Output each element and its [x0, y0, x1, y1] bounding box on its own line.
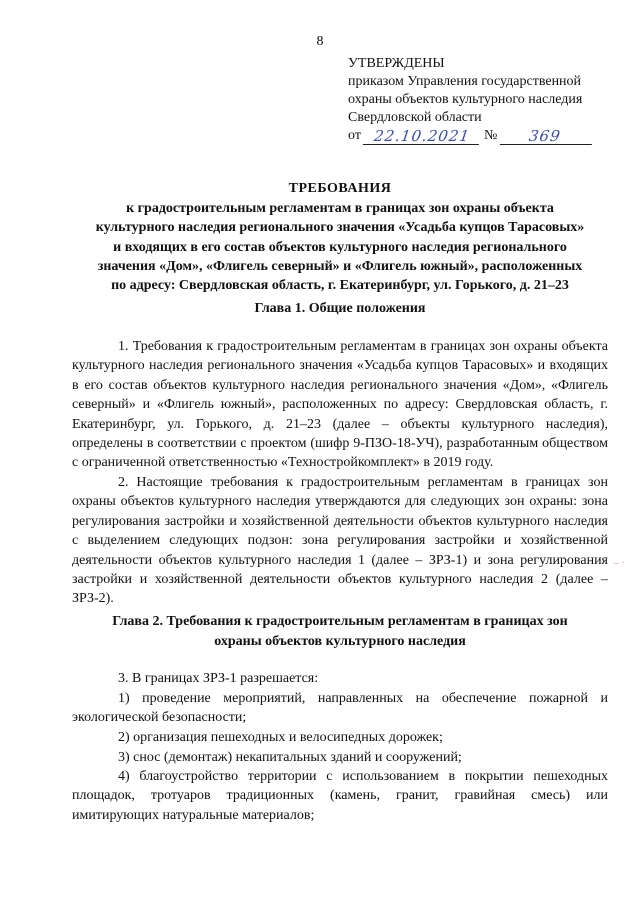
title-line: культурного наследия регионального значения «Усадьба купцов Тарасовых»	[95, 220, 585, 236]
margin-mark: – ·	[614, 558, 625, 569]
title-main: ТРЕБОВАНИЯ	[288, 181, 392, 196]
handwritten-date: 22.10.2021	[363, 128, 481, 145]
page-number: 8	[316, 34, 324, 49]
document-title	[80, 179, 600, 295]
chapter-2-heading	[80, 612, 600, 652]
paragraph-3: 3. В границах ЗРЗ-1 разрешается:	[118, 671, 319, 686]
handwritten-order-number: 369	[500, 128, 594, 145]
title-line: к градостроительным регламентам в границах зон охраны объекта	[126, 201, 554, 217]
approval-line-1: приказом Управления государственной	[348, 74, 582, 89]
approval-stamp	[348, 55, 608, 145]
chapter-2-heading-line-1: Глава 2. Требования к градостроительным регламентам в границах зон	[112, 614, 568, 629]
list-item: 2) организация пешеходных и велосипедных дорожек;	[118, 730, 443, 745]
list-item: 3) снос (демонтаж) некапитальных зданий и сооружений;	[118, 750, 462, 765]
title-line: и входящих в его состав объектов культурного наследия регионального	[113, 239, 567, 255]
chapter-2-heading-line-2: охраны объектов культурного наследия	[214, 634, 466, 649]
list-item: 4) благоустройство территории с использованием в покрытии пешеходных площадок, тротуаров традиционных (камень, гранит, гравийная смесь) или имитирующих натуральные материалов;	[72, 769, 608, 823]
number-sign: №	[483, 128, 498, 143]
paragraph-2: 2. Настоящие требования к градостроительным регламентам в границах зон охраны объектов культурного наследия утверждаются для следующих зон охраны: зона регулирования застройки и хозяйственной деятельности объектов культурного наследия с выделением следующих подзон: зона регулирования застройки и хозяйственной деятельности объектов культурного наследия 1 (далее – ЗРЗ-1) и зона регулирования застройки и хозяйственной деятельности объектов культурного наследия 2 (далее – ЗРЗ-2).	[72, 475, 608, 607]
approval-line-3: Свердловской области	[348, 110, 482, 125]
title-line: по адресу: Свердловская область, г. Екатеринбург, ул. Горького, д. 21–23	[111, 278, 569, 294]
approval-line-2: охраны объектов культурного наследия	[348, 92, 583, 107]
paragraph-1: 1. Требования к градостроительным регламентам в границах зон охраны объекта культурного наследия регионального значения «Усадьба купцов Тарасовых» и входящих в его состав объектов культурного наследия регионального значения «Дом», «Флигель северный» и «Флигель южный», расположенных по адресу: Свердловская область, г. Екатеринбург, ул. Горького, д. 21–23 (далее – объекты культурного наследия), определены в соответствии с проектом (шифр 9-ПЗО-18-УЧ), разработанным обществом с ограниченной ответственностью «Техностройкомплект» в 2019 году.	[72, 339, 608, 471]
list-item: 1) проведение мероприятий, направленных на обеспечение пожарной и экологической безопасности;	[72, 691, 608, 726]
approval-heading: УТВЕРЖДЕНЫ	[348, 56, 445, 71]
approval-prefix: от	[348, 128, 361, 143]
chapter-1-heading: Глава 1. Общие положения	[254, 301, 426, 316]
approval-date-number-line	[348, 127, 608, 145]
title-line: значения «Дом», «Флигель северный» и «Флигель южный», расположенных	[97, 258, 583, 274]
